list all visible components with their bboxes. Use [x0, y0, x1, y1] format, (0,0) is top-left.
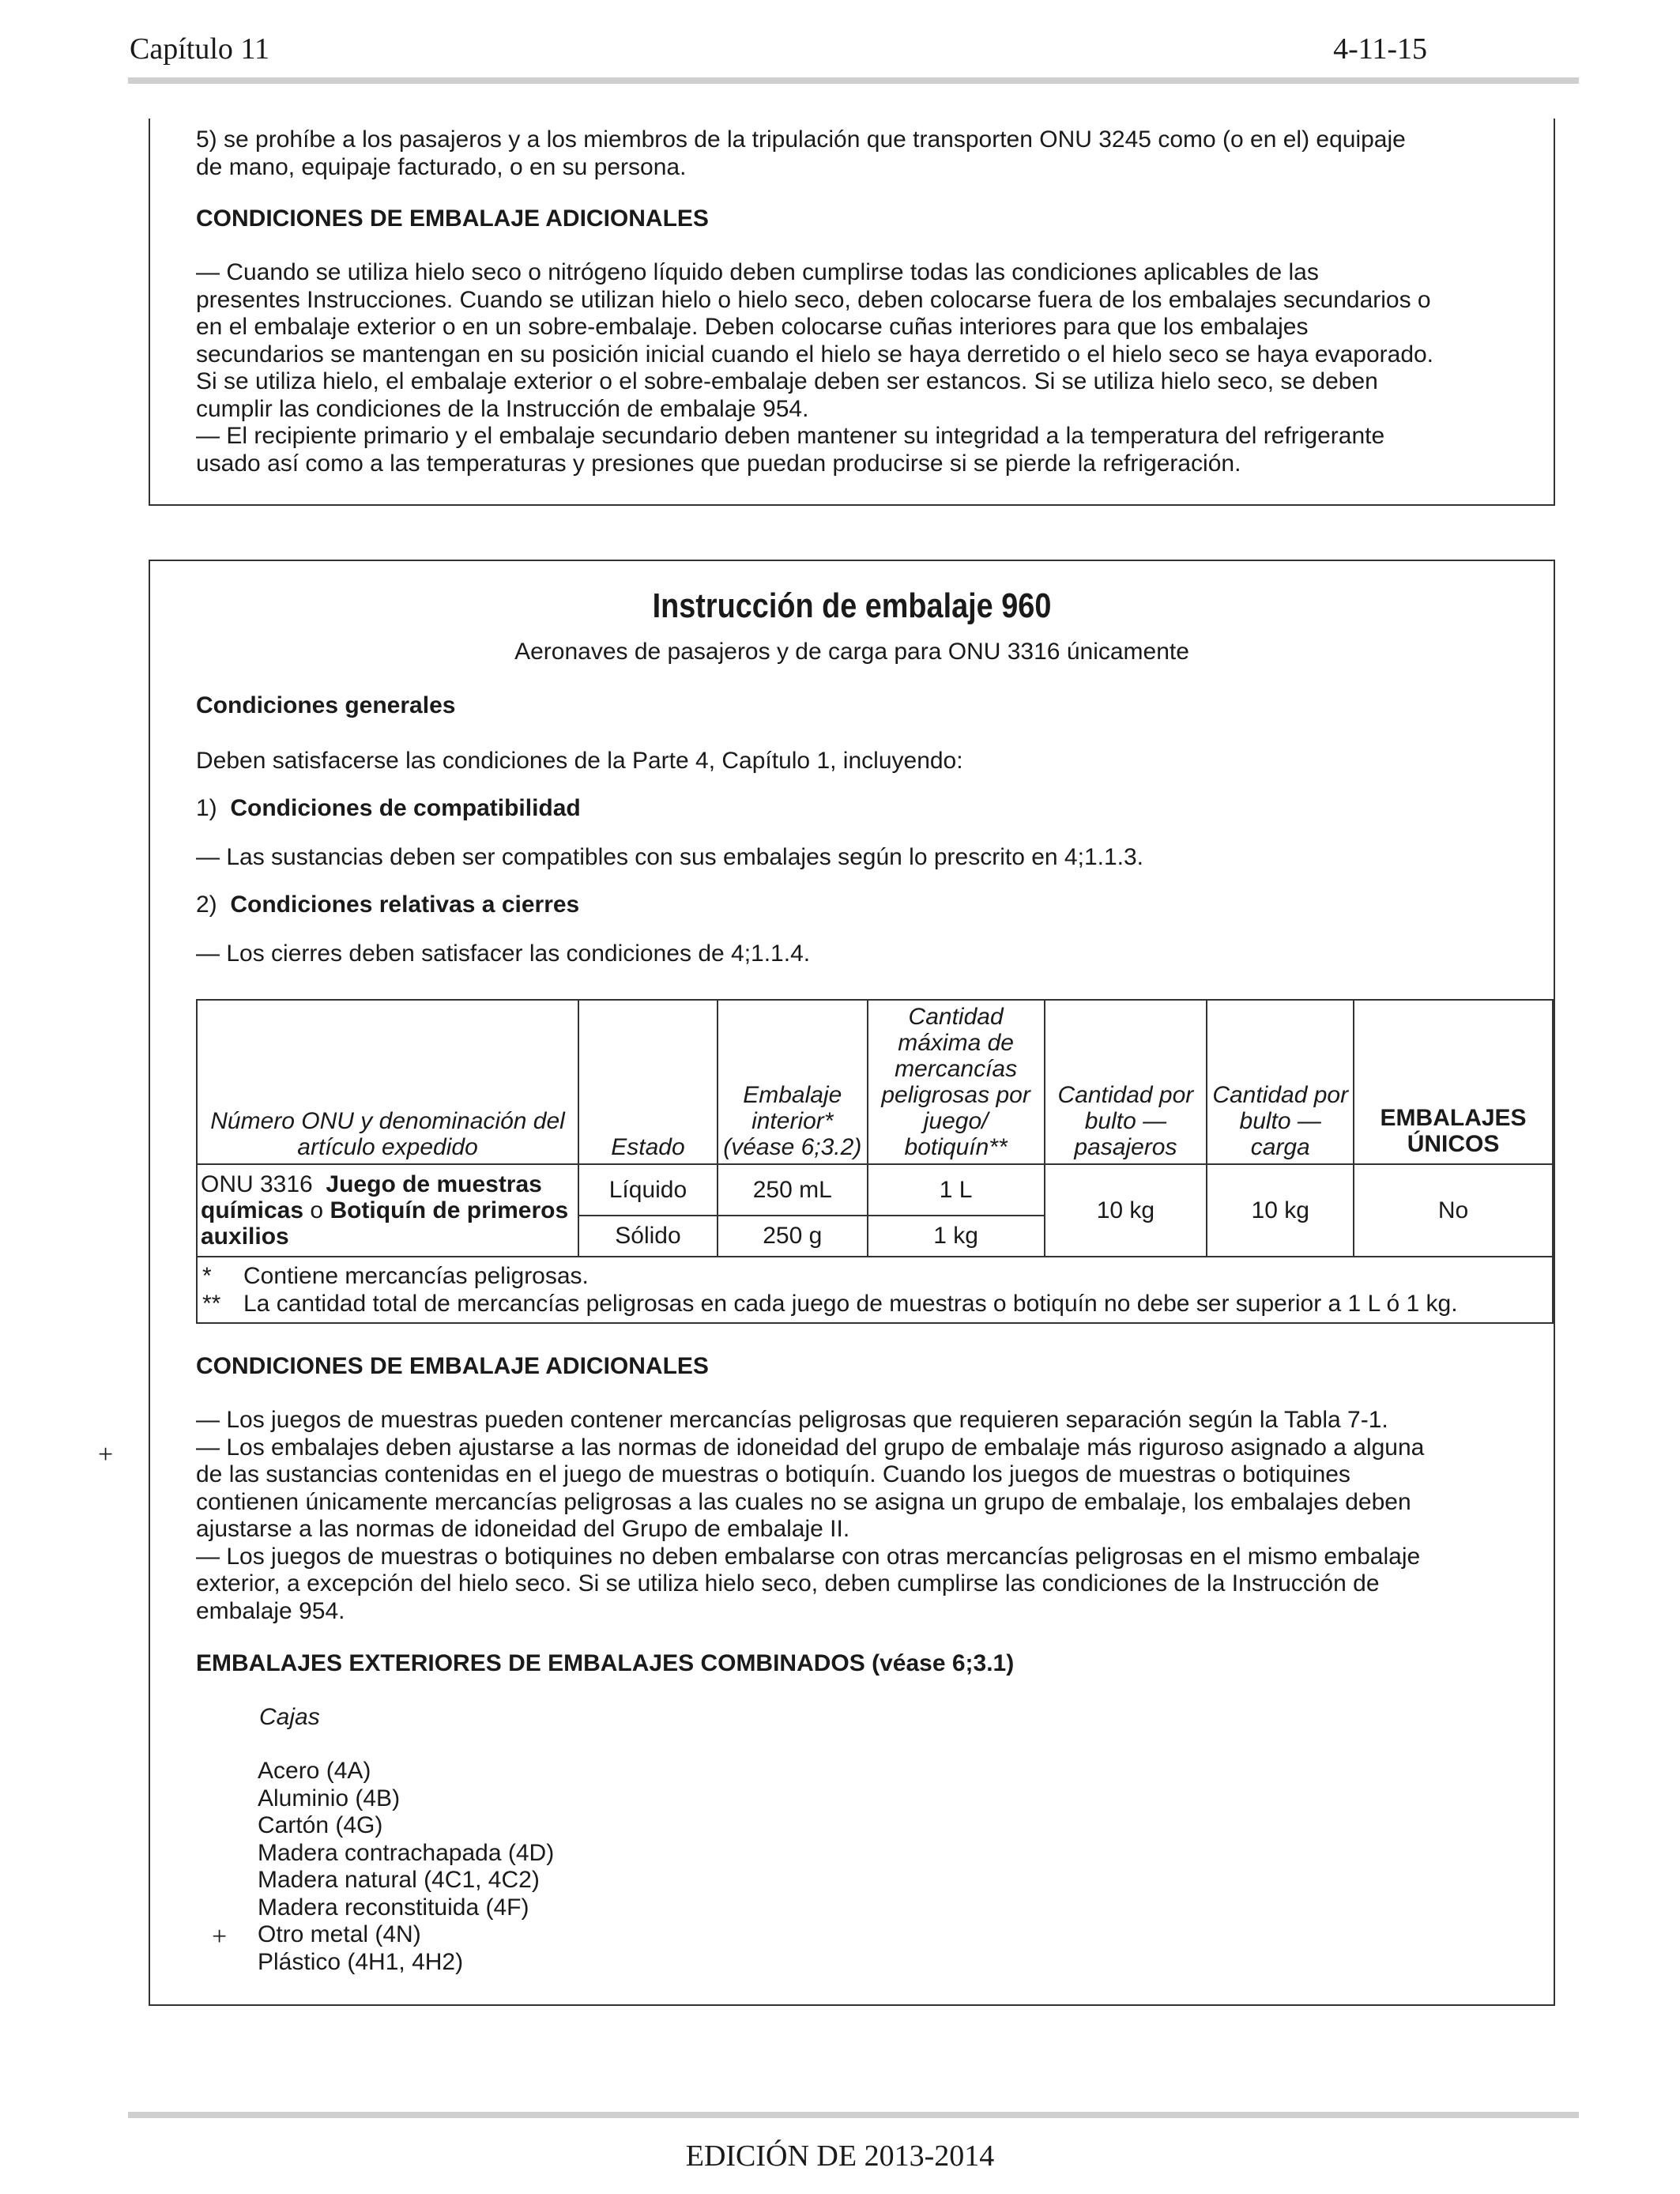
- note-2: [202, 1290, 1547, 1318]
- list-item: Otro metal (4N): [258, 1921, 421, 1947]
- para-line: embalaje 954.: [196, 1597, 345, 1624]
- note-1: [202, 1262, 1547, 1290]
- max-solid: 1 kg: [868, 1216, 1045, 1257]
- revision-mark: +: [98, 1440, 114, 1469]
- para-line: — Cuando se utiliza hielo seco o nitrógeno líquido deben cumplirse todas las condiciones aplicables de las: [196, 259, 1319, 285]
- col-header-cargo: Cantidad por bulto — carga: [1207, 1000, 1354, 1164]
- col-header-pass: Cantidad por bulto — pasajeros: [1045, 1000, 1207, 1164]
- list-item: Acero (4A): [258, 1758, 371, 1784]
- table-header-row: [197, 1000, 1553, 1164]
- continuation-box: [149, 119, 1555, 506]
- condition-2-title: Condiciones relativas a cierres: [230, 892, 580, 918]
- col-header-single: EMBALAJES ÚNICOS: [1354, 1000, 1553, 1164]
- page-number: 4-11-15: [1333, 32, 1427, 66]
- footer-rule: [128, 2112, 1579, 2118]
- condition-1: [196, 795, 1511, 823]
- condition-2-text: — Los cierres deben satisfacer las condiciones de 4;1.1.4.: [196, 941, 811, 967]
- un-name-kit: Juego de muestras químicas: [201, 1171, 542, 1223]
- para-line: — Los juegos de muestras o botiquines no deben embalarse con otras mercancías peligrosas en el mismo embalaje: [196, 1543, 1421, 1570]
- col-header-max: Cantidad máxima de mercancías peligrosas por juego/ botiquín**: [868, 1000, 1045, 1164]
- para-line: de las sustancias contenidas en el juego de muestras o botiquín. Cuando los juegos de muestras o botiquines: [196, 1461, 1350, 1487]
- note-mark: *: [202, 1263, 212, 1289]
- state-solid: Sólido: [578, 1216, 718, 1257]
- item-5-line: 5) se prohíbe a los pasajeros y a los miembros de la tripulación que transporten ONU 3245 como (o en el) equipaje: [196, 126, 1406, 153]
- general-intro: Deben satisfacerse las condiciones de la Parte 4, Capítulo 1, incluyendo:: [196, 748, 963, 774]
- instruction-title: Instrucción de embalaje 960: [652, 586, 1052, 625]
- edition-footer: EDICIÓN DE 2013-2014: [685, 2139, 995, 2173]
- instruction-subtitle: Aeronaves de pasajeros y de carga para ONU 3316 únicamente: [514, 639, 1189, 665]
- chapter-label: Capítulo 11: [130, 32, 269, 66]
- table-row: [197, 1164, 1553, 1216]
- un-entry-cell: [197, 1164, 578, 1257]
- un-name-firstaid: Botiquín de primeros auxilios: [201, 1197, 569, 1250]
- para-line: secundarios se mantengan en su posición inicial cuando el hielo se haya derretido o el hielo seco se haya evaporado.: [196, 341, 1434, 368]
- para-line: contienen únicamente mercancías peligrosas a las cuales no se asigna un grupo de embalaje, los embalajes deben: [196, 1488, 1411, 1515]
- para-line: — Los embalajes deben ajustarse a las normas de idoneidad del grupo de embalaje más riguroso asignado a alguna: [196, 1434, 1425, 1461]
- note-mark: **: [202, 1291, 221, 1317]
- revision-mark: +: [212, 1922, 228, 1951]
- col-header-un: Número ONU y denominación del artículo expedido: [197, 1000, 578, 1164]
- paragraph-ice: [196, 259, 1511, 477]
- max-liquid: 1 L: [868, 1164, 1045, 1216]
- list-item: Aluminio (4B): [258, 1785, 401, 1811]
- list-item: Madera contrachapada (4D): [258, 1839, 555, 1866]
- condition-1-number: 1): [196, 795, 217, 821]
- para-line: ajustarse a las normas de idoneidad del Grupo de embalaje II.: [196, 1516, 850, 1542]
- item-5: [196, 126, 1511, 181]
- additional-conditions-text: [196, 1407, 1511, 1625]
- item-5-line: de mano, equipaje facturado, o en su persona.: [196, 153, 687, 180]
- condition-1-text: — Las sustancias deben ser compatibles con sus embalajes según lo prescrito en 4;1.1.3.: [196, 844, 1144, 870]
- additional-conditions-heading: CONDICIONES DE EMBALAJE ADICIONALES: [196, 1353, 709, 1379]
- para-line: Si se utiliza hielo, el embalaje exterior o el sobre-embalaje deben ser estancos. Si se utiliza hielo seco, se deben: [196, 368, 1378, 394]
- condition-2: [196, 892, 1511, 919]
- para-line: presentes Instrucciones. Cuando se utilizan hielo o hielo seco, deben colocarse fuera de los embalajes secundarios o: [196, 286, 1431, 313]
- para-line: usado así como a las temperaturas y presiones que puedan producirse si se pierde la refrigeración.: [196, 450, 1241, 477]
- quantities-table: [196, 999, 1554, 1324]
- un-number: ONU 3316: [201, 1171, 313, 1197]
- note-text: La cantidad total de mercancías peligrosas en cada juego de muestras o botiquín no debe ser superior a 1 L ó 1 kg.: [243, 1291, 1458, 1317]
- inner-solid: 250 g: [718, 1216, 868, 1257]
- list-item: Madera reconstituida (4F): [258, 1894, 529, 1921]
- condition-2-number: 2): [196, 892, 217, 918]
- single-packagings: No: [1354, 1164, 1553, 1257]
- header-rule: [128, 77, 1579, 84]
- list-item: Cartón (4G): [258, 1812, 383, 1838]
- list-item: Madera natural (4C1, 4C2): [258, 1867, 540, 1893]
- para-line: cumplir las condiciones de la Instrucción de embalaje 954.: [196, 395, 809, 422]
- outer-packagings-heading: EMBALAJES EXTERIORES DE EMBALAJES COMBINADOS (véase 6;3.1): [196, 1650, 1015, 1676]
- para-line: — El recipiente primario y el embalaje secundario deben mantener su integridad a la temperatura del refrigerante: [196, 423, 1385, 449]
- boxes-label: Cajas: [259, 1704, 320, 1730]
- section-heading: CONDICIONES DE EMBALAJE ADICIONALES: [196, 205, 709, 232]
- condition-1-title: Condiciones de compatibilidad: [230, 795, 581, 821]
- qty-passenger: 10 kg: [1045, 1164, 1207, 1257]
- col-header-state: Estado: [578, 1000, 718, 1164]
- para-line: exterior, a excepción del hielo seco. Si se utiliza hielo seco, deben cumplirse las condiciones de la Instrucción de: [196, 1570, 1380, 1596]
- list-item: Plástico (4H1, 4H2): [258, 1948, 464, 1975]
- para-line: en el embalaje exterior o en un sobre-embalaje. Deben colocarse cuñas interiores para que los embalajes: [196, 314, 1309, 340]
- un-name-or: o: [310, 1197, 324, 1223]
- boxes-list: [258, 1758, 554, 1976]
- table-notes-row: [197, 1257, 1553, 1323]
- general-conditions-heading: Condiciones generales: [196, 692, 456, 718]
- note-text: Contiene mercancías peligrosas.: [243, 1263, 589, 1289]
- qty-cargo: 10 kg: [1207, 1164, 1354, 1257]
- inner-liquid: 250 mL: [718, 1164, 868, 1216]
- col-header-inner: Embalaje interior* (véase 6;3.2): [718, 1000, 868, 1164]
- packing-instruction-960-box: [149, 560, 1555, 2006]
- state-liquid: Líquido: [578, 1164, 718, 1216]
- table-notes: [197, 1257, 1553, 1323]
- para-line: — Los juegos de muestras pueden contener mercancías peligrosas que requieren separación según la Tabla 7-1.: [196, 1407, 1388, 1433]
